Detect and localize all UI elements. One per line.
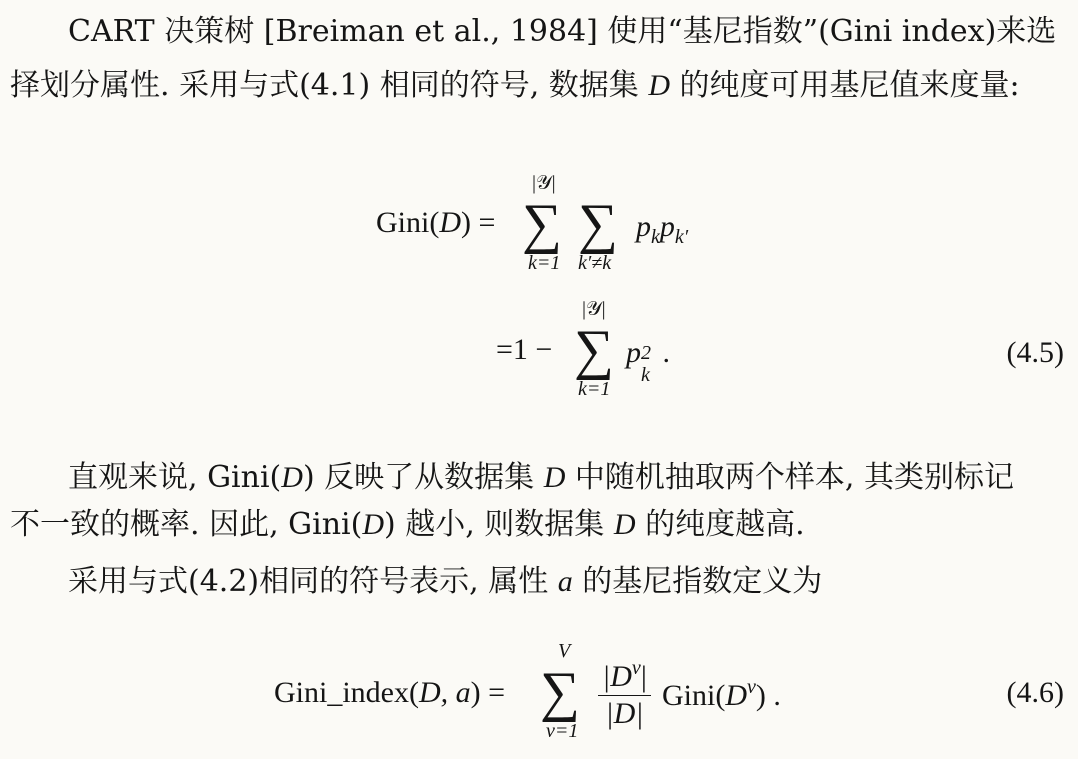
var-D: D: [281, 461, 303, 494]
eq46-frac-den: |D|: [605, 697, 644, 730]
eq46-frac-num-text: |D: [602, 660, 632, 693]
eq46-frac-num-close: |: [640, 660, 647, 693]
eq45-sum3-upper: |𝒴|: [582, 298, 606, 320]
para2-line1-c: 中随机抽取两个样本, 其类别标记: [565, 460, 1014, 495]
eq45-term2: p: [659, 210, 675, 243]
var-D: D: [543, 461, 566, 494]
eq45-sum2-sigma: ∑: [578, 193, 618, 255]
para3-line: [0, 562, 1078, 602]
eq46-label: (4.6): [1006, 676, 1064, 709]
para2-line2-a: 不一致的概率. 因此, Gini(: [10, 507, 363, 542]
para2-line1: [0, 458, 1078, 498]
eq45-lhs-var: D: [439, 206, 461, 239]
para3-line-a: 采用与式(4.2)相同的符号表示, 属性: [68, 564, 558, 599]
para2-line2-c: 的纯度越高.: [635, 507, 805, 542]
eq45-sum1-sigma: ∑: [522, 193, 562, 255]
eq45-sum1-lower: k=1: [528, 252, 561, 274]
para1-line2: [0, 66, 1078, 106]
eq45-sum3-lower: k=1: [578, 378, 611, 400]
eq45-term3-sub: k: [641, 364, 650, 386]
var-D: D: [613, 508, 636, 541]
eq45-sum3-sigma: ∑: [574, 319, 614, 381]
eq46-rhs-close: ) .: [755, 679, 781, 712]
eq45-lhs: [376, 206, 495, 240]
eq46-lhs-args: D, a: [418, 676, 471, 709]
eq45-lhs-gini: Gini(: [376, 206, 440, 239]
eq46-fraction: [594, 650, 655, 732]
para2-line2-b: ) 越小, 则数据集: [384, 507, 614, 542]
eq46-lhs-func: Gini_index(: [274, 676, 419, 709]
var-D: D: [362, 508, 384, 541]
eq45-lhs-close: ) =: [461, 206, 496, 239]
para1-line2-text-a: 择划分属性. 采用与式(4.1) 相同的符号, 数据集: [10, 68, 649, 103]
eq45-sum2-lower: k′≠k: [578, 252, 612, 274]
eq45-line2-prefix: =1 −: [496, 333, 553, 366]
para1-line1-text: CART 决策树 [Breiman et al., 1984] 使用“基尼指数”(Gini index)来选: [68, 14, 1057, 49]
var-a: a: [557, 565, 573, 598]
eq46-lhs-close: ) =: [470, 676, 506, 709]
eq46-frac-num-sup: v: [631, 657, 641, 679]
eq45-term3-p: p: [626, 336, 641, 369]
eq45-term3: [626, 336, 670, 386]
eq46-sum-lower: v=1: [546, 720, 579, 742]
para1-line1: [0, 12, 1078, 52]
eq45-sum1-upper: |𝒴|: [532, 172, 556, 194]
eq45-terms: [636, 210, 688, 249]
eq46-frac-num: [598, 650, 651, 696]
eq46-rhs-sup: v: [747, 676, 756, 698]
eq45-term2-sub: k′: [674, 226, 689, 248]
eq46-lhs: [274, 676, 505, 710]
eq46-rhs-func: Gini(: [662, 679, 726, 712]
eq46-sum-upper: V: [558, 640, 571, 662]
eq45-label: (4.5): [1006, 336, 1064, 369]
para1-line2-text-b: 的纯度可用基尼值来度量:: [670, 68, 1020, 103]
eq46-rhs: [662, 676, 781, 713]
eq45-term1: p: [636, 210, 651, 243]
para2-line1-b: ) 反映了从数据集: [302, 460, 544, 495]
eq45-term3-end: .: [655, 336, 670, 369]
eq46-sum-sigma: ∑: [540, 661, 580, 723]
para3-line-b: 的基尼指数定义为: [572, 564, 823, 599]
para2-line2: [0, 505, 1078, 545]
para2-line1-a: 直观来说, Gini(: [68, 460, 282, 495]
eq45-term3-sup: 2: [641, 342, 651, 364]
eq46-rhs-var: D: [725, 679, 747, 712]
var-D: D: [648, 69, 671, 102]
eq45-term1-sub: k: [651, 226, 660, 248]
